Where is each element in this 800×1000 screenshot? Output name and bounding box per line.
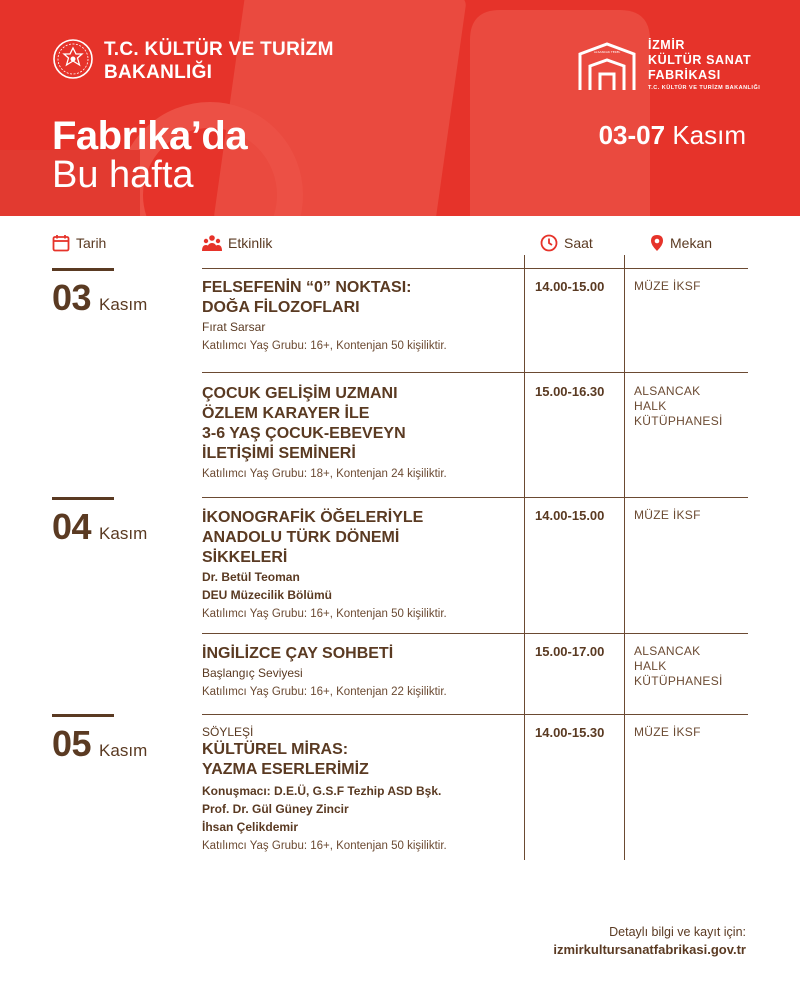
people-icon (202, 234, 222, 252)
event-place-line: HALK (634, 659, 667, 673)
location-pin-icon (650, 234, 664, 252)
factory-logo-text: ALSANCAK TEKEL (593, 50, 621, 54)
event-level: Başlangıç Seviyesi (202, 666, 303, 680)
column-header-date-label: Tarih (76, 235, 107, 251)
event-title (202, 644, 522, 664)
event-title-line: DOĞA FİLOZOFLARI (202, 299, 360, 316)
event-place (634, 725, 746, 740)
day-number: 05 (52, 723, 92, 764)
column-header-event (202, 232, 272, 254)
event-place (634, 644, 746, 689)
event-place-line: MÜZE İKSF (634, 279, 701, 293)
event-speaker: Fırat Sarsar (202, 320, 266, 334)
event-title-line: ÖZLEM KARAYER İLE (202, 405, 370, 422)
event-place-line: MÜZE İKSF (634, 725, 701, 739)
event-place-line: MÜZE İKSF (634, 508, 701, 522)
calendar-icon (52, 234, 70, 252)
event-place-line: ALSANCAK (634, 384, 701, 398)
event-title (202, 278, 522, 318)
column-header-time (540, 232, 593, 254)
factory-subtitle: T.C. KÜLTÜR VE TURİZM BAKANLIĞI (648, 85, 761, 91)
day-separator (52, 714, 114, 717)
event-title-line: FELSEFENİN “0” NOKTASI: (202, 279, 412, 296)
event-note: Katılımcı Yaş Grubu: 16+, Kontenjan 50 kişiliktir. (202, 608, 447, 620)
row-divider (202, 633, 748, 634)
event-title-line: ÇOCUK GELİŞİM UZMANI (202, 385, 398, 402)
event-entry (202, 644, 522, 701)
factory-name-line3: FABRİKASI (648, 68, 721, 82)
factory-name (648, 38, 751, 83)
day-number: 04 (52, 506, 92, 547)
factory-logo-icon (576, 42, 638, 92)
day-separator (52, 497, 114, 500)
day-month: Kasım (99, 524, 148, 543)
event-title-line: SİKKELERİ (202, 549, 288, 566)
event-place-line: KÜTÜPHANESİ (634, 414, 723, 428)
row-divider (202, 372, 748, 373)
event-place-line: KÜTÜPHANESİ (634, 674, 723, 688)
event-place (634, 508, 746, 523)
page-title: Fabrika’da (52, 114, 248, 158)
factory-name-line1: İZMİR (648, 38, 686, 52)
column-divider (524, 255, 525, 860)
event-speaker: Konuşmacı: D.E.Ü, G.S.F Tezhip ASD Bşk. (202, 784, 442, 798)
page-subtitle: Bu hafta (52, 154, 194, 196)
column-header-event-label: Etkinlik (228, 235, 273, 251)
event-time: 14.00-15.30 (535, 725, 605, 740)
event-title-line: ANADOLU TÜRK DÖNEMİ (202, 529, 400, 546)
ministry-name-line2: BAKANLIĞI (104, 62, 213, 83)
column-header-date (52, 232, 106, 254)
column-divider (624, 255, 625, 860)
column-header-place (650, 232, 712, 254)
event-place (634, 279, 746, 294)
footer-website-link[interactable]: izmirkultursanatfabrikasi.gov.tr (553, 942, 746, 957)
event-note: Katılımcı Yaş Grubu: 16+, Kontenjan 22 kişiliktir. (202, 686, 447, 698)
factory-name-line2: KÜLTÜR SANAT (648, 53, 752, 67)
column-header-time-label: Saat (564, 235, 593, 251)
event-speaker: DEU Müzecilik Bölümü (202, 588, 333, 602)
event-place-line: ALSANCAK (634, 644, 701, 658)
column-header-place-label: Mekan (670, 235, 713, 251)
event-time: 14.00-15.00 (535, 508, 605, 523)
footer-info-label: Detaylı bilgi ve kayıt için: (609, 925, 746, 939)
event-title-line: KÜLTÜREL MİRAS: (202, 741, 349, 758)
event-title (202, 508, 522, 568)
event-speaker: İhsan Çelikdemir (202, 820, 299, 834)
event-time: 15.00-17.00 (535, 644, 605, 659)
day-separator (52, 268, 114, 271)
event-title-line: İLETİŞİMİ SEMİNERİ (202, 445, 356, 462)
day-label (52, 279, 147, 317)
event-title (202, 384, 522, 464)
clock-icon (540, 234, 558, 252)
event-entry (202, 278, 522, 355)
header-banner (0, 0, 800, 216)
row-divider (202, 714, 748, 715)
event-time: 15.00-16.30 (535, 384, 605, 399)
row-divider (202, 497, 748, 498)
event-note: Katılımcı Yaş Grubu: 18+, Kontenjan 24 kişiliktir. (202, 468, 447, 480)
event-entry (202, 724, 522, 855)
day-label (52, 725, 147, 763)
event-entry (202, 384, 522, 483)
event-place (634, 384, 746, 429)
event-title-line: İKONOGRAFİK ÖĞELERİYLE (202, 509, 424, 526)
event-title-line: 3-6 YAŞ ÇOCUK-EBEVEYN (202, 425, 406, 442)
row-divider (202, 268, 748, 269)
date-range-days: 03-07 (598, 120, 666, 150)
ministry-seal-icon (52, 38, 94, 80)
event-time: 14.00-15.00 (535, 279, 605, 294)
day-label (52, 508, 147, 546)
date-range-month: Kasım (672, 120, 746, 150)
event-title-line: İNGİLİZCE ÇAY SOHBETİ (202, 645, 394, 662)
ministry-name (104, 38, 334, 84)
event-place-line: HALK (634, 399, 667, 413)
day-number: 03 (52, 277, 92, 318)
date-range (599, 120, 746, 150)
event-speaker: Prof. Dr. Gül Güney Zincir (202, 802, 349, 816)
event-note: Katılımcı Yaş Grubu: 16+, Kontenjan 50 kişiliktir. (202, 340, 447, 352)
event-title (202, 740, 522, 780)
ministry-name-line1: T.C. KÜLTÜR VE TURİZM (104, 39, 334, 60)
event-entry (202, 508, 522, 623)
event-kicker: SÖYLEŞİ (202, 725, 254, 739)
event-speaker: Dr. Betül Teoman (202, 570, 300, 584)
event-title-line: YAZMA ESERLERİMİZ (202, 761, 369, 778)
day-month: Kasım (99, 741, 148, 760)
event-note: Katılımcı Yaş Grubu: 16+, Kontenjan 50 kişiliktir. (202, 840, 447, 852)
day-month: Kasım (99, 295, 148, 314)
